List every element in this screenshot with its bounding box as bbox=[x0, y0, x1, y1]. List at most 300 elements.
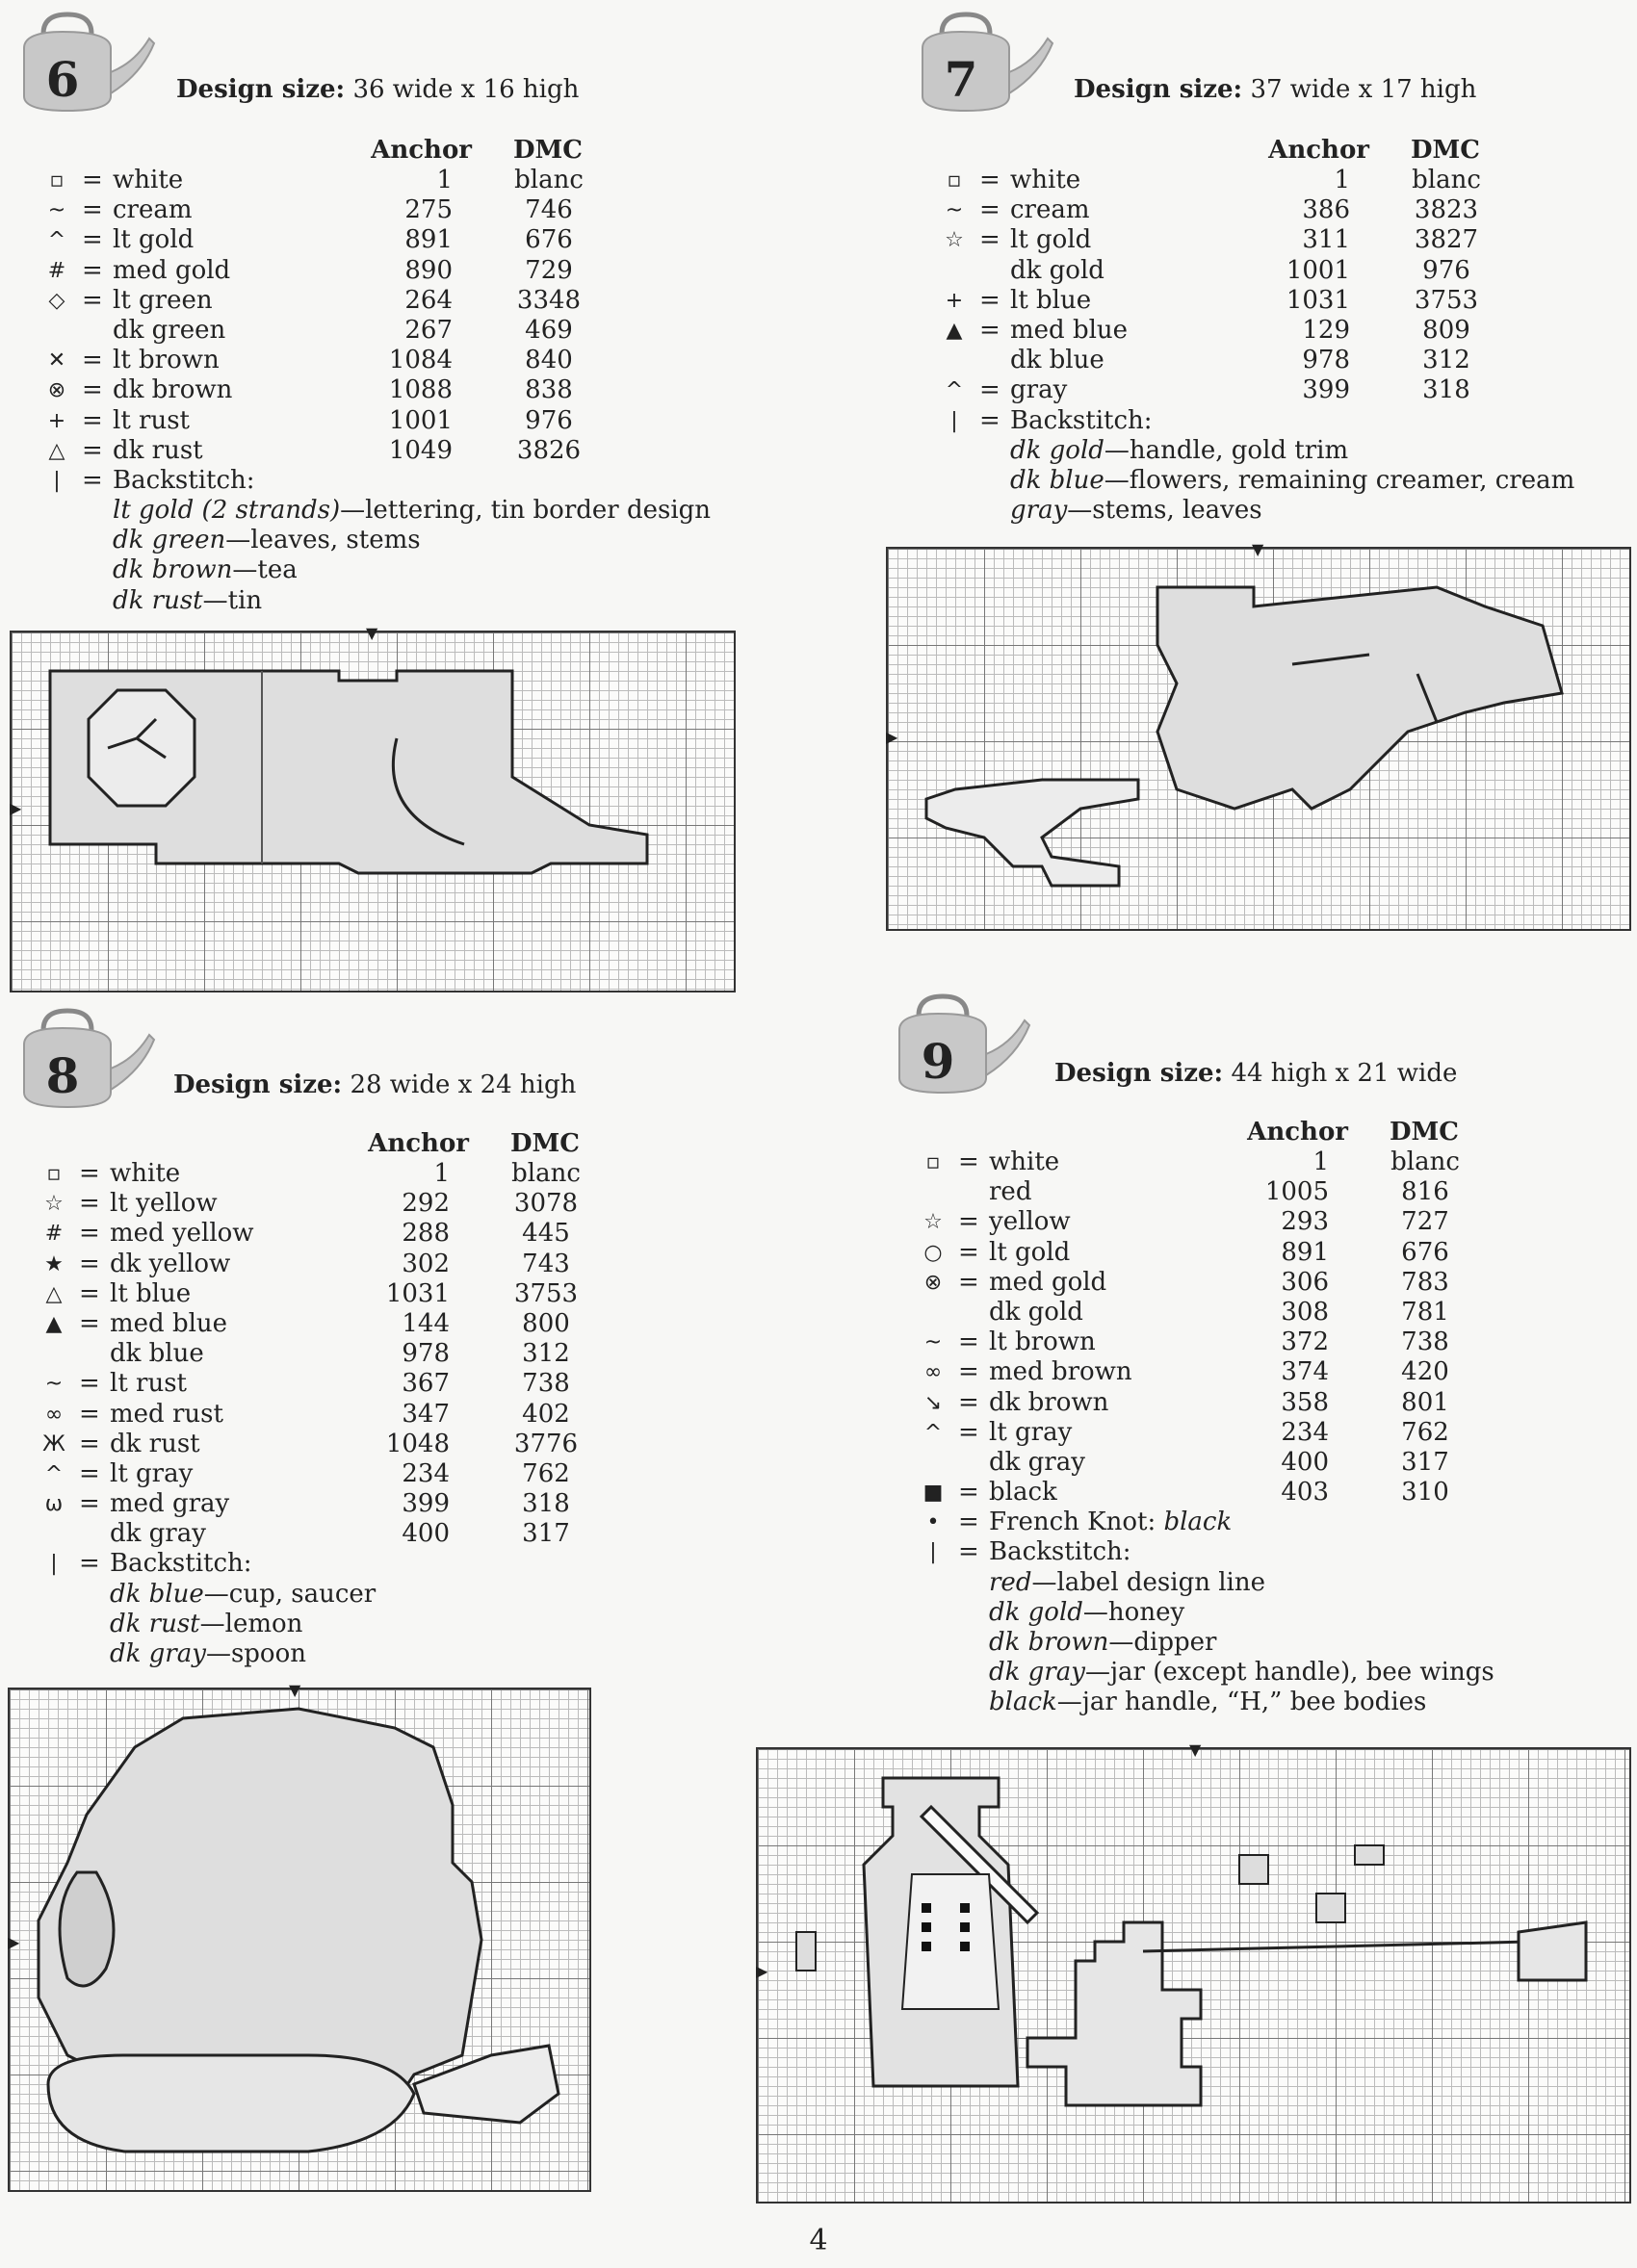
anchor-number: 978 bbox=[1302, 346, 1350, 375]
anchor-header: Anchor bbox=[1247, 1118, 1348, 1147]
thread-color-name: med gold bbox=[989, 1267, 1107, 1297]
anchor-number: 399 bbox=[402, 1489, 450, 1519]
backstitch-text: —stems, leaves bbox=[1067, 496, 1262, 526]
legend-row bbox=[43, 436, 592, 466]
kettle-number-badge bbox=[890, 987, 1034, 1102]
dmc-number: 3348 bbox=[516, 285, 582, 315]
stitch-symbol-icon: ~ bbox=[47, 198, 66, 223]
backstitch-instruction bbox=[43, 555, 592, 585]
dmc-header: DMC bbox=[512, 136, 583, 165]
backstitch-text: —cup, saucer bbox=[203, 1579, 377, 1609]
backstitch-color: dk gray bbox=[110, 1639, 206, 1668]
dmc-number: 976 bbox=[525, 405, 573, 435]
dmc-number: 976 bbox=[1422, 255, 1470, 285]
stitch-symbol-icon: ▫ bbox=[46, 1162, 62, 1186]
dmc-number: 420 bbox=[1401, 1357, 1449, 1387]
equals-sign: = bbox=[979, 285, 1000, 315]
backstitch-color: dk rust bbox=[110, 1609, 200, 1638]
legend-row bbox=[941, 346, 1490, 375]
stitch-symbol-icon: ω bbox=[44, 1492, 64, 1517]
stitch-symbol-icon: △ bbox=[48, 438, 65, 463]
thread-color-name: cream bbox=[1010, 195, 1090, 225]
backstitch-instruction bbox=[43, 496, 712, 526]
thread-color-name: yellow bbox=[989, 1207, 1071, 1237]
stitch-symbol-icon: ☆ bbox=[923, 1210, 943, 1235]
backstitch-text: —dipper bbox=[1108, 1628, 1217, 1657]
dmc-number: 318 bbox=[522, 1489, 570, 1519]
legend-row bbox=[40, 1309, 589, 1339]
backstitch-color: gray bbox=[1010, 496, 1068, 526]
stitch-symbol-icon: ∞ bbox=[923, 1360, 943, 1385]
backstitch-text: —spoon bbox=[205, 1639, 306, 1668]
thread-color-name: lt blue bbox=[110, 1278, 192, 1308]
backstitch-text: —leaves, stems bbox=[225, 526, 421, 555]
legend-row bbox=[40, 1159, 589, 1189]
backstitch-instruction bbox=[920, 1658, 1494, 1688]
dmc-number: 317 bbox=[1401, 1447, 1449, 1477]
backstitch-instruction bbox=[920, 1568, 1468, 1598]
anchor-number: 129 bbox=[1302, 315, 1350, 345]
anchor-header: Anchor bbox=[371, 136, 472, 165]
stitch-symbol-icon: ↘ bbox=[923, 1390, 943, 1415]
thread-color-name: French Knot: black bbox=[989, 1508, 1233, 1537]
color-key bbox=[40, 1128, 589, 1669]
legend-row bbox=[43, 466, 592, 496]
stitch-symbol-icon: ⊗ bbox=[923, 1270, 943, 1295]
equals-sign: = bbox=[82, 195, 103, 225]
stitch-symbol-icon: + bbox=[47, 408, 66, 433]
legend-row bbox=[40, 1549, 589, 1579]
legend-row bbox=[920, 1177, 1468, 1207]
kettle-icon bbox=[14, 1001, 159, 1117]
equals-sign: = bbox=[79, 1429, 100, 1458]
equals-sign: = bbox=[958, 1508, 979, 1537]
dmc-number: blanc bbox=[511, 1159, 581, 1188]
backstitch-instruction bbox=[920, 1628, 1468, 1658]
dmc-number: blanc bbox=[1390, 1147, 1460, 1176]
equals-sign: = bbox=[958, 1478, 979, 1508]
dmc-number: 809 bbox=[1422, 315, 1470, 345]
thread-color-name: lt gold bbox=[989, 1237, 1071, 1267]
equals-sign: = bbox=[79, 1249, 100, 1278]
thread-color-name: lt gold bbox=[1010, 225, 1092, 255]
equals-sign: = bbox=[979, 225, 1000, 255]
legend-row bbox=[920, 1508, 1468, 1537]
legend-row bbox=[920, 1238, 1468, 1268]
stitch-symbol-icon: ^ bbox=[945, 378, 964, 403]
thread-color-name: lt rust bbox=[113, 405, 190, 435]
stitch-chart-7 bbox=[886, 547, 1631, 931]
equals-sign: = bbox=[82, 375, 103, 405]
legend-row bbox=[40, 1459, 589, 1489]
anchor-number: 403 bbox=[1281, 1478, 1329, 1508]
center-arrow-top: ▼ bbox=[366, 624, 378, 642]
anchor-number: 1005 bbox=[1264, 1177, 1329, 1207]
dmc-number: blanc bbox=[514, 166, 584, 194]
legend-header bbox=[941, 135, 1490, 166]
equals-sign: = bbox=[82, 465, 103, 495]
thread-color-name: Backstitch: bbox=[989, 1537, 1131, 1567]
anchor-number: 1084 bbox=[388, 346, 453, 375]
dmc-number: 838 bbox=[525, 375, 573, 405]
thread-color-name: med rust bbox=[110, 1399, 223, 1429]
equals-sign: = bbox=[979, 166, 1000, 194]
legend-row bbox=[43, 346, 592, 375]
design-size: Design size: 36 wide x 16 high bbox=[176, 75, 580, 104]
legend-row bbox=[941, 166, 1490, 195]
legend-row bbox=[40, 1250, 589, 1279]
anchor-number: 1088 bbox=[388, 375, 453, 405]
legend-header bbox=[40, 1128, 589, 1159]
thread-color-name: med blue bbox=[1010, 315, 1129, 345]
equals-sign: = bbox=[958, 1267, 979, 1297]
dmc-number: 738 bbox=[522, 1369, 570, 1399]
stitch-symbol-icon: + bbox=[945, 288, 964, 313]
kettle-number-badge bbox=[913, 5, 1057, 120]
legend-row bbox=[40, 1400, 589, 1430]
center-arrow-left: ▶ bbox=[10, 799, 22, 817]
page-number: 4 bbox=[809, 2224, 828, 2257]
equals-sign: = bbox=[79, 1219, 100, 1249]
equals-sign: = bbox=[958, 1327, 979, 1357]
stitch-symbol-icon: • bbox=[926, 1510, 940, 1535]
legend-row bbox=[40, 1519, 589, 1549]
stitch-symbol-icon: ^ bbox=[47, 228, 66, 253]
thread-color-name: lt rust bbox=[110, 1369, 187, 1399]
kettle-number-badge bbox=[14, 5, 159, 120]
anchor-number: 267 bbox=[404, 315, 453, 345]
dmc-number: 3827 bbox=[1414, 225, 1479, 255]
thread-color-name: dk brown bbox=[113, 375, 233, 405]
thread-color-name: med blue bbox=[110, 1308, 228, 1338]
kettle-number: 9 bbox=[921, 1033, 955, 1090]
anchor-number: 891 bbox=[404, 225, 453, 255]
color-key bbox=[920, 1117, 1494, 1718]
backstitch-instruction bbox=[43, 586, 592, 616]
equals-sign: = bbox=[958, 1387, 979, 1417]
equals-sign: = bbox=[979, 405, 1000, 435]
legend-row bbox=[920, 1388, 1468, 1418]
stitch-symbol-icon: ▲ bbox=[946, 318, 963, 343]
equals-sign: = bbox=[79, 1278, 100, 1308]
legend-row bbox=[920, 1537, 1468, 1567]
anchor-header: Anchor bbox=[1268, 136, 1369, 165]
stitch-symbol-icon: | bbox=[50, 1552, 58, 1577]
kettle-number: 6 bbox=[45, 51, 80, 108]
backstitch-color: dk blue bbox=[1010, 465, 1104, 495]
kettle-icon bbox=[890, 987, 1034, 1102]
dmc-number: 310 bbox=[1401, 1478, 1449, 1508]
legend-row bbox=[40, 1189, 589, 1219]
legend-row bbox=[920, 1147, 1468, 1177]
center-arrow-top: ▼ bbox=[1189, 1740, 1202, 1759]
thread-color-name: gray bbox=[1010, 375, 1068, 405]
equals-sign: = bbox=[82, 405, 103, 435]
anchor-number: 308 bbox=[1281, 1297, 1329, 1327]
dmc-number: blanc bbox=[1412, 166, 1481, 194]
thread-color-name: Backstitch: bbox=[110, 1549, 252, 1579]
center-arrow-left: ▶ bbox=[886, 728, 898, 746]
thread-color-name: med gold bbox=[113, 255, 231, 285]
legend-row bbox=[920, 1357, 1468, 1387]
design-size: Design size: 44 high x 21 wide bbox=[1054, 1059, 1458, 1088]
legend-row bbox=[920, 1418, 1468, 1448]
backstitch-text: —tin bbox=[202, 585, 263, 615]
dmc-number: 800 bbox=[522, 1308, 570, 1338]
stitch-pattern-honeypot bbox=[758, 1749, 1629, 2202]
anchor-number: 293 bbox=[1281, 1207, 1329, 1237]
thread-color-name: lt gray bbox=[989, 1417, 1073, 1447]
dmc-number: 738 bbox=[1401, 1327, 1449, 1357]
stitch-symbol-icon: ▲ bbox=[45, 1311, 63, 1336]
stitch-symbol-icon: △ bbox=[45, 1281, 63, 1306]
anchor-number: 1001 bbox=[1286, 255, 1350, 285]
anchor-number: 358 bbox=[1281, 1387, 1329, 1417]
legend-row bbox=[43, 316, 592, 346]
stitch-symbol-icon: # bbox=[44, 1222, 64, 1247]
anchor-number: 978 bbox=[402, 1339, 450, 1369]
legend-row bbox=[43, 256, 592, 286]
equals-sign: = bbox=[958, 1207, 979, 1237]
anchor-number: 1001 bbox=[388, 405, 453, 435]
dmc-number: 801 bbox=[1401, 1387, 1449, 1417]
thread-color-name: white bbox=[989, 1147, 1060, 1176]
anchor-number: 234 bbox=[1281, 1417, 1329, 1447]
equals-sign: = bbox=[79, 1549, 100, 1579]
thread-color-name: dk blue bbox=[110, 1339, 204, 1369]
thread-color-name: dk blue bbox=[1010, 346, 1104, 375]
legend-row bbox=[40, 1369, 589, 1399]
backstitch-color: lt gold (2 strands) bbox=[113, 496, 341, 526]
color-key bbox=[43, 135, 712, 616]
dmc-number: 781 bbox=[1401, 1297, 1449, 1327]
equals-sign: = bbox=[82, 435, 103, 465]
anchor-number: 292 bbox=[402, 1189, 450, 1219]
legend-row bbox=[941, 195, 1490, 225]
stitch-chart-6 bbox=[10, 631, 736, 992]
legend-row bbox=[920, 1448, 1468, 1478]
backstitch-text: —jar handle, “H,” bee bodies bbox=[1056, 1688, 1427, 1717]
anchor-number: 1048 bbox=[385, 1429, 450, 1458]
anchor-number: 1 bbox=[1312, 1147, 1329, 1176]
anchor-number: 347 bbox=[402, 1399, 450, 1429]
legend-row bbox=[43, 166, 592, 195]
thread-color-name: dk rust bbox=[113, 435, 203, 465]
legend-row bbox=[40, 1489, 589, 1519]
equals-sign: = bbox=[958, 1237, 979, 1267]
equals-sign: = bbox=[958, 1147, 979, 1176]
equals-sign: = bbox=[79, 1369, 100, 1399]
equals-sign: = bbox=[82, 285, 103, 315]
design-size: Design size: 37 wide x 17 high bbox=[1074, 75, 1477, 104]
legend-row bbox=[941, 225, 1490, 255]
anchor-number: 372 bbox=[1281, 1327, 1329, 1357]
thread-color-name: lt green bbox=[113, 285, 213, 315]
dmc-header: DMC bbox=[1389, 1118, 1459, 1147]
thread-color-name: black bbox=[989, 1478, 1057, 1508]
backstitch-color: dk gold bbox=[1010, 435, 1104, 465]
dmc-number: 3826 bbox=[516, 435, 582, 465]
anchor-number: 374 bbox=[1281, 1357, 1329, 1387]
legend-row bbox=[43, 375, 592, 405]
anchor-number: 1031 bbox=[1286, 285, 1350, 315]
backstitch-text: —honey bbox=[1082, 1597, 1185, 1627]
thread-color-name: lt yellow bbox=[110, 1189, 218, 1219]
equals-sign: = bbox=[82, 255, 103, 285]
equals-sign: = bbox=[82, 346, 103, 375]
anchor-number: 890 bbox=[404, 255, 453, 285]
stitch-symbol-icon: # bbox=[47, 258, 66, 283]
dmc-number: 783 bbox=[1401, 1267, 1449, 1297]
stitch-pattern-teacup bbox=[10, 1689, 589, 2190]
anchor-number: 306 bbox=[1281, 1267, 1329, 1297]
thread-color-name: white bbox=[113, 166, 184, 194]
stitch-symbol-icon: ✕ bbox=[47, 348, 66, 374]
center-arrow-top: ▼ bbox=[1252, 540, 1264, 558]
thread-color-name: lt gray bbox=[110, 1458, 194, 1488]
stitch-symbol-icon: | bbox=[929, 1540, 937, 1565]
backstitch-text: —lemon bbox=[199, 1609, 303, 1638]
legend-row bbox=[40, 1339, 589, 1369]
equals-sign: = bbox=[79, 1159, 100, 1188]
kettle-number: 8 bbox=[45, 1047, 80, 1104]
thread-color-name: dk brown bbox=[989, 1387, 1109, 1417]
dmc-number: 312 bbox=[522, 1339, 570, 1369]
legend-row bbox=[920, 1207, 1468, 1237]
thread-color-name: dk rust bbox=[110, 1429, 200, 1458]
stitch-symbol-icon: ▫ bbox=[947, 168, 962, 193]
legend-row bbox=[920, 1268, 1468, 1298]
anchor-number: 302 bbox=[402, 1249, 450, 1278]
legend-row bbox=[43, 286, 592, 316]
thread-color-name: dk gray bbox=[989, 1447, 1085, 1477]
color-key bbox=[941, 135, 1575, 526]
kettle-icon bbox=[14, 5, 159, 120]
thread-color-name: med yellow bbox=[110, 1219, 254, 1249]
thread-color-name: red bbox=[989, 1177, 1032, 1207]
equals-sign: = bbox=[82, 166, 103, 194]
equals-sign: = bbox=[979, 315, 1000, 345]
dmc-number: 3823 bbox=[1414, 195, 1479, 225]
equals-sign: = bbox=[958, 1417, 979, 1447]
stitch-symbol-icon: ⊗ bbox=[47, 378, 66, 403]
backstitch-text: —label design line bbox=[1031, 1567, 1265, 1597]
equals-sign: = bbox=[979, 195, 1000, 225]
anchor-number: 288 bbox=[402, 1219, 450, 1249]
backstitch-color: dk rust bbox=[113, 585, 203, 615]
thread-color-name: dk gold bbox=[989, 1297, 1083, 1327]
dmc-number: 676 bbox=[525, 225, 573, 255]
thread-color-name: dk yellow bbox=[110, 1249, 231, 1278]
kettle-icon bbox=[913, 5, 1057, 120]
backstitch-color: red bbox=[989, 1567, 1032, 1597]
equals-sign: = bbox=[79, 1308, 100, 1338]
legend-header bbox=[43, 135, 592, 166]
anchor-number: 234 bbox=[402, 1458, 450, 1488]
equals-sign: = bbox=[958, 1537, 979, 1567]
stitch-symbol-icon: ∞ bbox=[44, 1402, 64, 1427]
thread-color-name: dk green bbox=[113, 315, 226, 345]
stitch-symbol-icon: ☆ bbox=[44, 1192, 64, 1217]
legend-header bbox=[920, 1117, 1468, 1147]
thread-color-name: white bbox=[110, 1159, 181, 1188]
anchor-number: 1049 bbox=[388, 435, 453, 465]
stitch-symbol-icon: ~ bbox=[945, 198, 964, 223]
anchor-number: 1 bbox=[1334, 166, 1350, 194]
backstitch-instruction bbox=[40, 1610, 589, 1639]
anchor-number: 367 bbox=[402, 1369, 450, 1399]
backstitch-color: black bbox=[989, 1688, 1057, 1717]
backstitch-text: —flowers, remaining creamer, cream bbox=[1104, 465, 1575, 495]
dmc-number: 318 bbox=[1422, 375, 1470, 405]
stitch-pattern-teaset bbox=[888, 549, 1629, 929]
equals-sign: = bbox=[79, 1189, 100, 1219]
equals-sign: = bbox=[979, 375, 1000, 405]
stitch-symbol-icon: ▫ bbox=[49, 168, 65, 193]
backstitch-instruction bbox=[941, 465, 1575, 496]
stitch-symbol-icon: | bbox=[950, 408, 958, 433]
stitch-symbol-icon: ^ bbox=[44, 1461, 64, 1486]
thread-color-name: dk gold bbox=[1010, 255, 1104, 285]
anchor-number: 1 bbox=[433, 1159, 450, 1188]
thread-color-name: lt brown bbox=[989, 1327, 1096, 1357]
backstitch-instruction bbox=[941, 436, 1490, 466]
dmc-number: 3753 bbox=[513, 1278, 579, 1308]
backstitch-text: —tea bbox=[232, 555, 298, 585]
backstitch-color: dk brown bbox=[113, 555, 233, 585]
anchor-number: 400 bbox=[1281, 1447, 1329, 1477]
thread-color-name: med brown bbox=[989, 1357, 1132, 1387]
backstitch-instruction bbox=[40, 1580, 589, 1610]
backstitch-color: dk green bbox=[113, 526, 226, 555]
legend-row bbox=[920, 1478, 1468, 1508]
thread-color-name: white bbox=[1010, 166, 1081, 194]
legend-row bbox=[941, 375, 1490, 405]
anchor-number: 399 bbox=[1302, 375, 1350, 405]
dmc-number: 727 bbox=[1401, 1207, 1449, 1237]
dmc-number: 762 bbox=[522, 1458, 570, 1488]
dmc-number: 3078 bbox=[513, 1189, 579, 1219]
legend-row bbox=[941, 286, 1490, 316]
stitch-symbol-icon: ~ bbox=[923, 1330, 943, 1355]
anchor-number: 891 bbox=[1281, 1237, 1329, 1267]
legend-row bbox=[43, 406, 592, 436]
backstitch-instruction bbox=[40, 1639, 589, 1669]
dmc-number: 3776 bbox=[513, 1429, 579, 1458]
backstitch-color: dk brown bbox=[989, 1628, 1109, 1657]
legend-row bbox=[941, 256, 1490, 286]
center-arrow-left: ▶ bbox=[756, 1962, 768, 1980]
equals-sign: = bbox=[79, 1489, 100, 1519]
dmc-number: 762 bbox=[1401, 1417, 1449, 1447]
legend-row bbox=[40, 1279, 589, 1309]
thread-color-name: Backstitch: bbox=[113, 465, 255, 495]
anchor-number: 275 bbox=[404, 195, 453, 225]
stitch-pattern-tin bbox=[12, 632, 734, 991]
stitch-symbol-icon: | bbox=[53, 468, 61, 493]
dmc-number: 743 bbox=[522, 1249, 570, 1278]
backstitch-text: —jar (except handle), bee wings bbox=[1084, 1658, 1494, 1688]
backstitch-text: —handle, gold trim bbox=[1104, 435, 1349, 465]
equals-sign: = bbox=[79, 1458, 100, 1488]
dmc-number: 312 bbox=[1422, 346, 1470, 375]
legend-row bbox=[941, 406, 1490, 436]
stitch-symbol-icon: ☆ bbox=[945, 228, 964, 253]
backstitch-color: dk gray bbox=[989, 1658, 1085, 1688]
design-size: Design size: 28 wide x 24 high bbox=[173, 1070, 577, 1099]
stitch-chart-8 bbox=[8, 1688, 591, 2192]
legend-row bbox=[43, 225, 592, 255]
